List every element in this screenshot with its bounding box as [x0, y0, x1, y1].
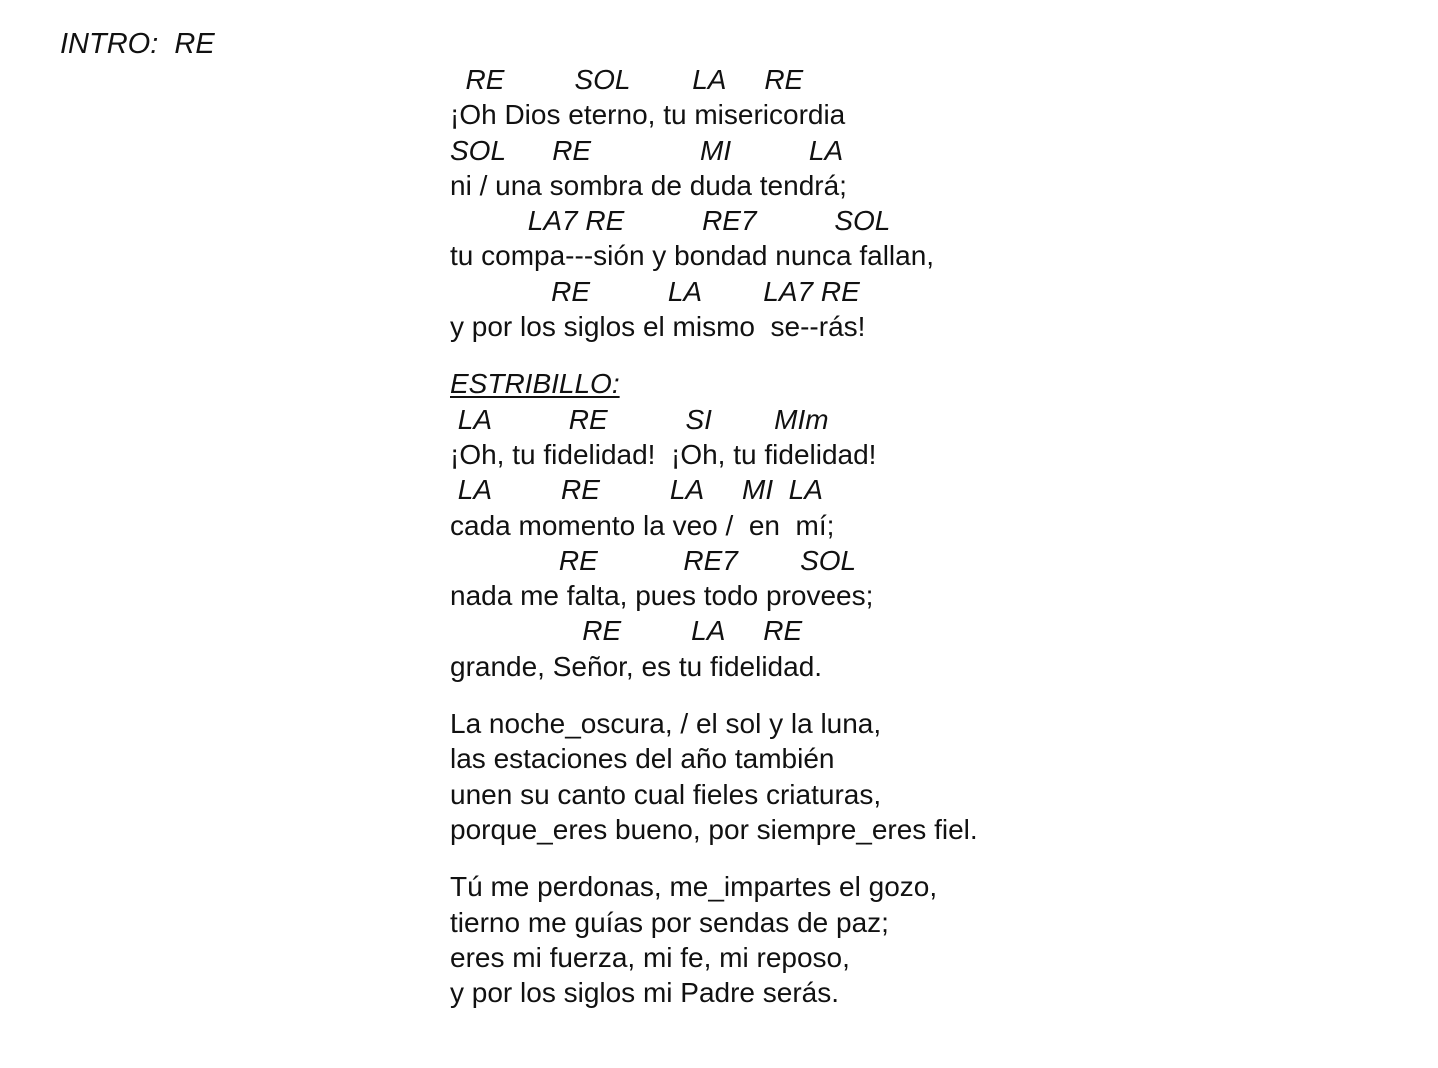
- lyric-line: tierno me guías por sendas de paz;: [450, 906, 889, 938]
- lyric-line: y por los siglos mi Padre serás.: [450, 977, 840, 1009]
- chord-line: LA7 RE RE7 SOL: [450, 205, 891, 237]
- chord-line: RE RE7 SOL: [450, 544, 857, 576]
- lyric-line: porque_eres bueno, por siempre_eres fiel.: [450, 813, 978, 845]
- lyric-line: y por los siglos el mismo se--rás!: [450, 311, 866, 343]
- chord-line: SOL RE MI LA: [450, 134, 844, 166]
- chord-line: LA RE SI MIm: [450, 403, 829, 435]
- intro-label: INTRO: RE: [60, 28, 215, 60]
- song-block-verse-1: [450, 62, 1410, 344]
- lyric-line: ¡Oh, tu fidelidad! ¡Oh, tu fidelidad!: [450, 438, 877, 470]
- section-heading: ESTRIBILLO:: [450, 368, 620, 400]
- chord-line: LA RE LA MI LA: [450, 474, 823, 506]
- lyric-line: nada me falta, pues todo provees;: [450, 580, 874, 612]
- chord-line: RE LA RE: [450, 615, 803, 647]
- lyric-line: Tú me perdonas, me_impartes el gozo,: [450, 871, 938, 903]
- song-block-verse-3: [450, 869, 1410, 1010]
- lyric-line: cada momento la veo / en mí;: [450, 509, 835, 541]
- lyric-line: eres mi fuerza, mi fe, mi reposo,: [450, 941, 850, 973]
- lyric-line: grande, Señor, es tu fidelidad.: [450, 650, 823, 682]
- lyric-line: las estaciones del año también: [450, 743, 835, 775]
- lyric-line: tu compa---sión y bondad nunca fallan,: [450, 240, 935, 272]
- lyric-line: ¡Oh Dios eterno, tu misericordia: [450, 99, 846, 131]
- lyric-line: unen su canto cual fieles criaturas,: [450, 778, 882, 810]
- chord-line: RE SOL LA RE: [450, 64, 804, 95]
- song-block-chorus: [450, 366, 1410, 684]
- lyric-line: La noche_oscura, / el sol y la luna,: [450, 708, 882, 740]
- song-block-verse-2: [450, 706, 1410, 847]
- lyric-line: ni / una sombra de duda tendrá;: [450, 169, 847, 201]
- chord-line: RE LA LA7 RE: [450, 275, 860, 307]
- song-sheet: [450, 62, 1410, 1010]
